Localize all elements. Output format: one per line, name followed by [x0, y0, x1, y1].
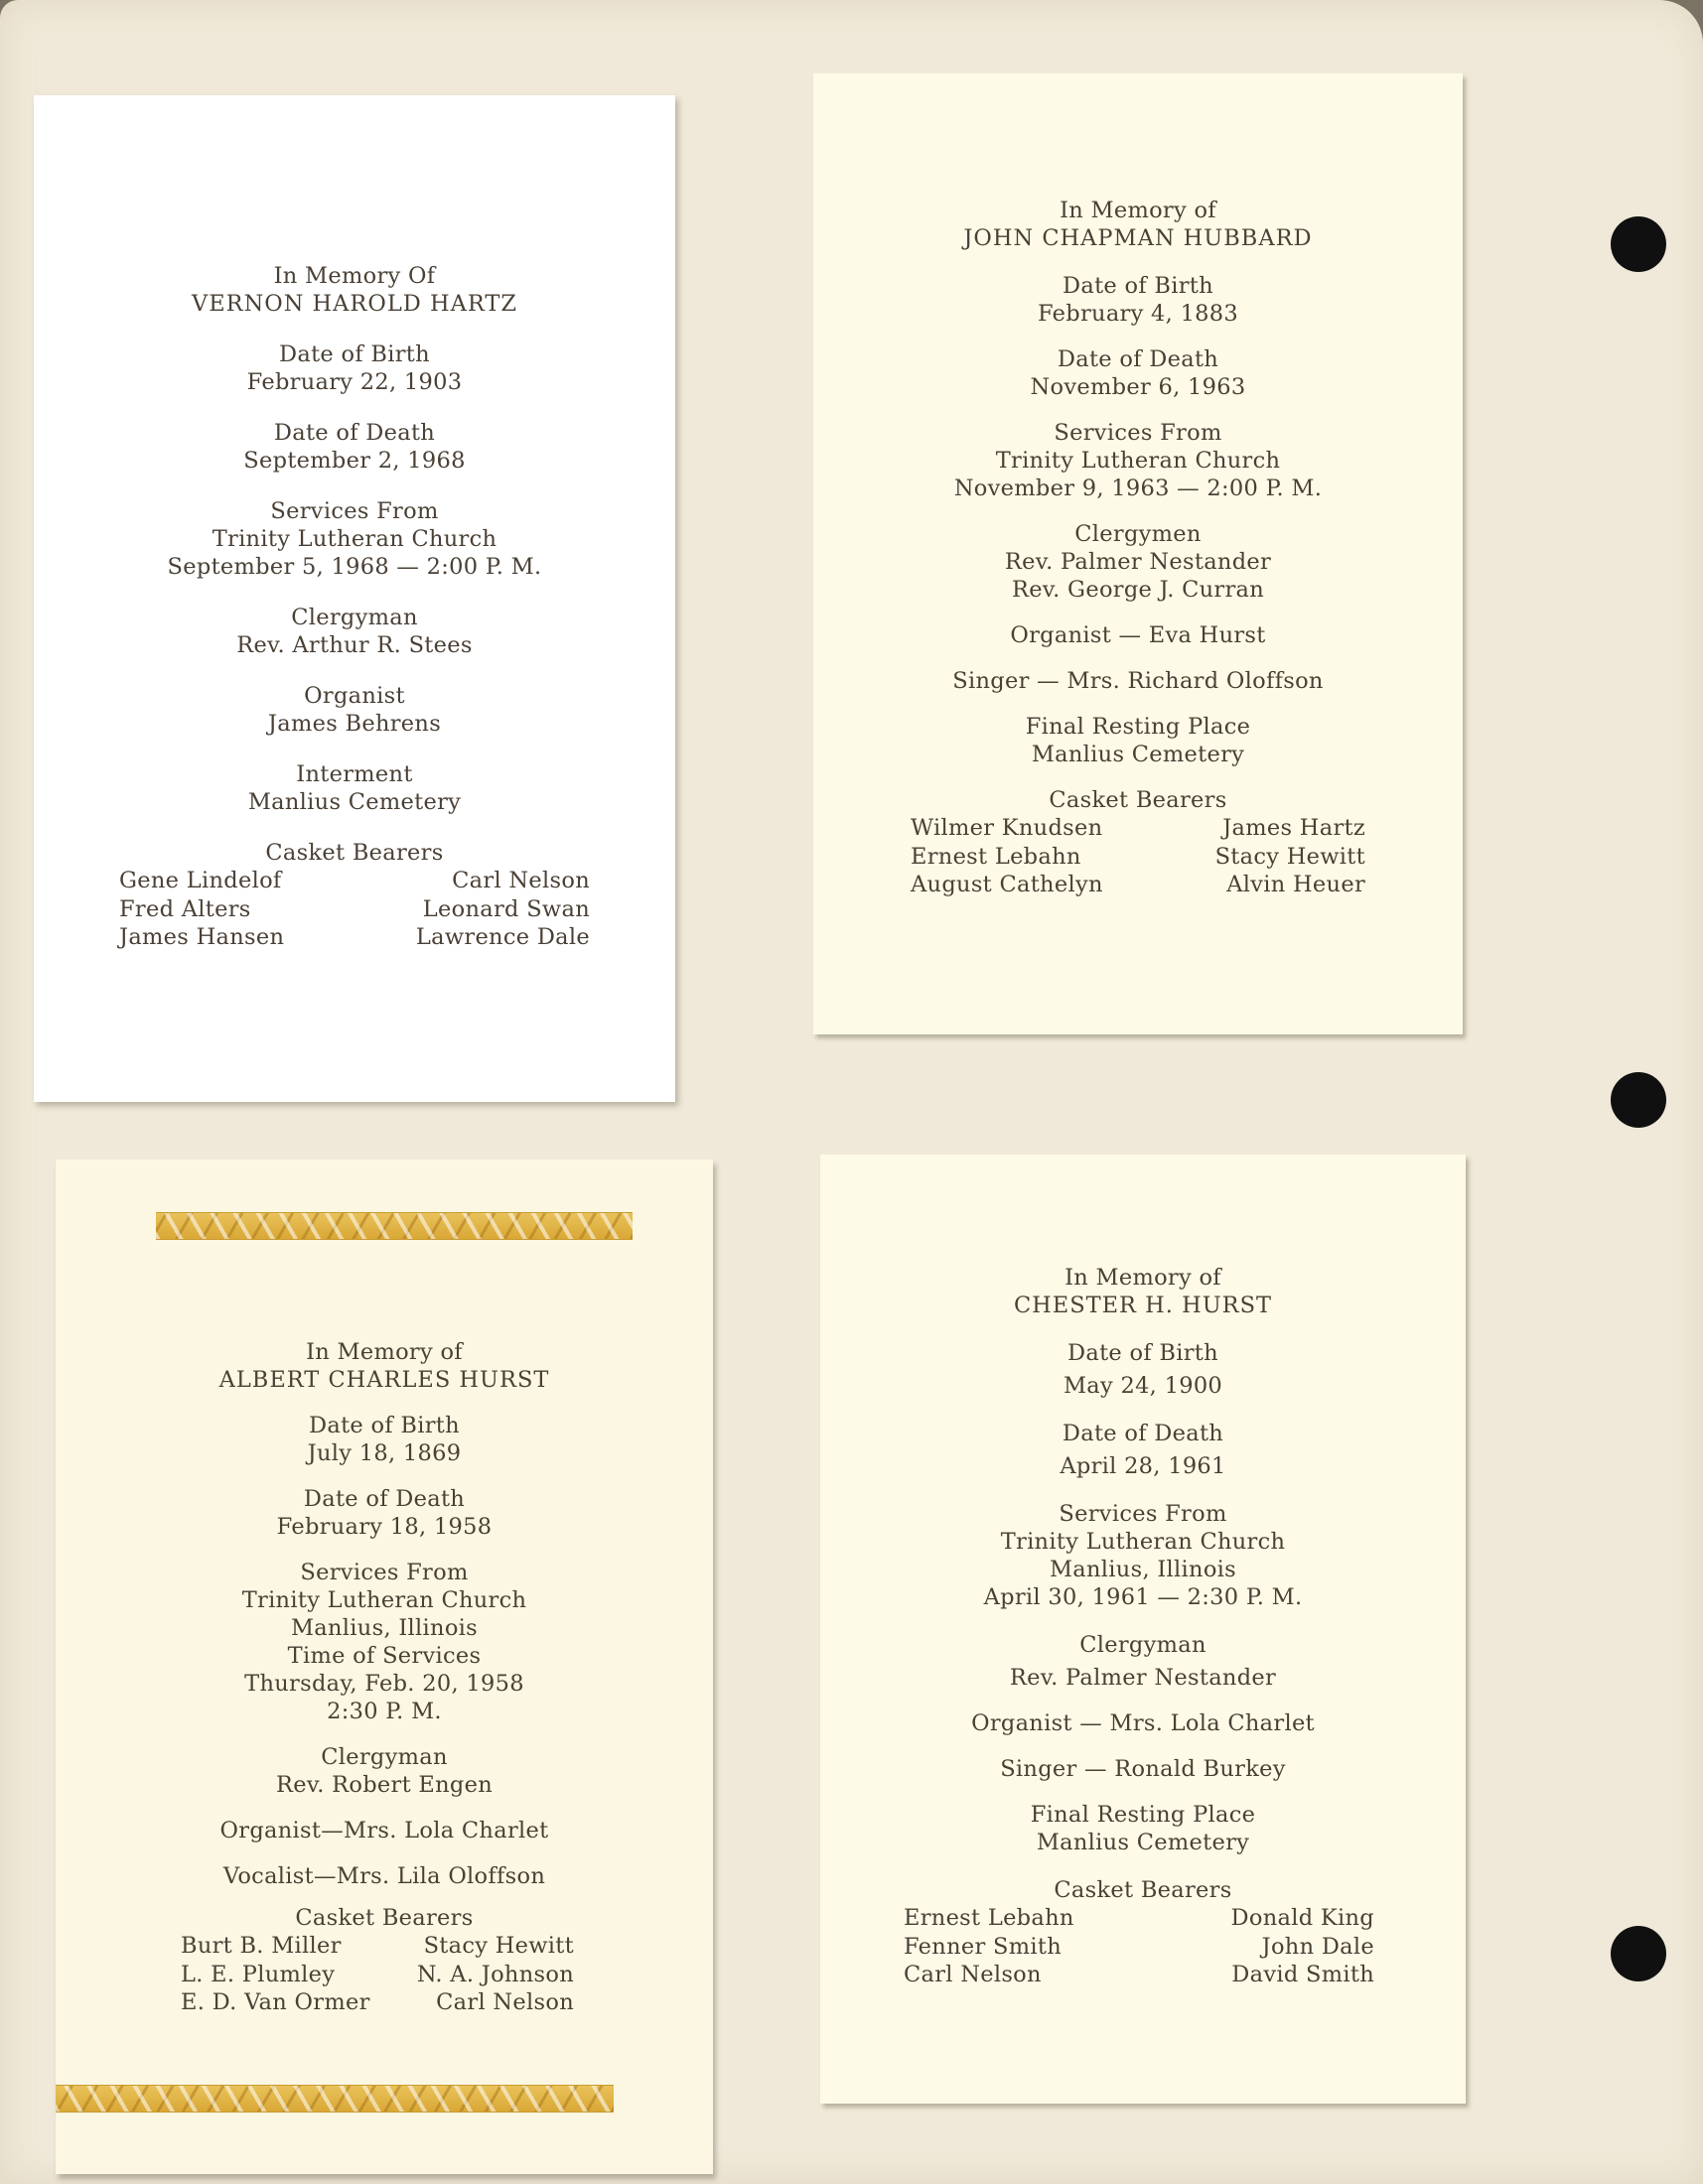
- casket-bearers-list: [813, 814, 1463, 899]
- bearers-row: [911, 843, 1365, 872]
- memorial-card-vernon-hartz: [34, 95, 675, 1102]
- clergy-name: Rev. Robert Engen: [276, 1772, 493, 1798]
- clergy-name: Rev. Palmer Nestander: [1004, 549, 1272, 575]
- church-name: Trinity Lutheran Church: [212, 526, 497, 552]
- town-name: Manlius, Illinois: [290, 1615, 479, 1641]
- organist-line: Organist—Mrs. Lola Charlet: [219, 1818, 549, 1843]
- bearers-row: [119, 867, 590, 895]
- organist-line: Organist — Mrs. Lola Charlet: [971, 1710, 1315, 1736]
- bearers-row: [181, 1988, 574, 2017]
- death-date: September 2, 1968: [243, 448, 466, 474]
- birth-label: Date of Birth: [1067, 1340, 1218, 1366]
- bearers-row: [119, 895, 590, 924]
- services-label: Services From: [1059, 1501, 1227, 1527]
- birth-label: Date of Birth: [309, 1413, 460, 1438]
- birth-date: July 18, 1869: [307, 1440, 462, 1466]
- bearer-name: E. D. Van Ormer: [181, 1989, 370, 2015]
- bearers-label: Casket Bearers: [1054, 1877, 1232, 1903]
- bearer-name: Ernest Lebahn: [904, 1905, 1074, 1931]
- deceased-name: CHESTER H. HURST: [1013, 1293, 1273, 1318]
- death-label: Date of Death: [273, 420, 436, 446]
- bearer-name: Stacy Hewitt: [1214, 843, 1365, 870]
- casket-bearers-list: [34, 867, 675, 952]
- bearer-name: James Hansen: [119, 924, 285, 950]
- memorial-card-albert-hurst: [56, 1160, 713, 2174]
- bearer-name: Carl Nelson: [904, 1962, 1042, 1987]
- memorial-card-john-hubbard: [813, 73, 1463, 1034]
- bearers-label: Casket Bearers: [265, 840, 444, 866]
- bearers-row: [911, 871, 1365, 899]
- services-datetime: April 30, 1961 — 2:30 P. M.: [983, 1584, 1303, 1610]
- birth-date: February 4, 1883: [1037, 301, 1239, 327]
- bearer-name: L. E. Plumley: [181, 1961, 336, 1987]
- interment-label: Interment: [296, 761, 413, 787]
- clergy-name: Rev. George J. Curran: [1011, 577, 1265, 603]
- services-label: Services From: [1054, 420, 1222, 446]
- bearer-name: Stacy Hewitt: [423, 1933, 574, 1959]
- bearer-name: Carl Nelson: [452, 868, 590, 893]
- vocalist-line: Vocalist—Mrs. Lila Oloffson: [222, 1863, 546, 1889]
- clergy-name: Rev. Palmer Nestander: [1009, 1665, 1277, 1691]
- organist-label: Organist: [304, 683, 405, 709]
- interment-place: Manlius Cemetery: [247, 789, 462, 815]
- death-date: April 28, 1961: [1060, 1453, 1226, 1479]
- services-datetime: November 9, 1963 — 2:00 P. M.: [953, 476, 1323, 501]
- services-datetime: September 5, 1968 — 2:00 P. M.: [167, 554, 542, 580]
- bearer-name: Burt B. Miller: [181, 1933, 342, 1959]
- services-label: Services From: [300, 1560, 469, 1585]
- bearers-row: [904, 1933, 1374, 1962]
- clergy-label: Clergyman: [291, 605, 418, 630]
- card-header: In Memory of: [1064, 1265, 1221, 1291]
- bearer-name: Lawrence Dale: [415, 924, 590, 950]
- bearer-name: Fred Alters: [119, 895, 251, 922]
- church-name: Trinity Lutheran Church: [995, 448, 1281, 474]
- organist-line: Organist — Eva Hurst: [1010, 622, 1266, 648]
- bearer-name: Ernest Lebahn: [911, 843, 1081, 870]
- clergy-label: Clergyman: [1079, 1632, 1206, 1658]
- bearer-name: James Hartz: [1222, 815, 1365, 841]
- bearer-name: John Dale: [1261, 1933, 1374, 1960]
- bearers-row: [181, 1932, 574, 1961]
- bearers-row: [119, 923, 590, 952]
- organist-name: James Behrens: [267, 711, 442, 737]
- death-label: Date of Death: [303, 1486, 466, 1512]
- resting-place: Manlius Cemetery: [1031, 742, 1245, 767]
- casket-bearers-list: [820, 1904, 1466, 1989]
- resting-place: Manlius Cemetery: [1036, 1830, 1250, 1855]
- bearer-name: Carl Nelson: [436, 1989, 574, 2015]
- service-time: 2:30 P. M.: [327, 1699, 442, 1724]
- card-header: In Memory of: [1060, 198, 1216, 223]
- services-label: Services From: [270, 498, 439, 524]
- decorative-border-bottom: [56, 2085, 614, 2113]
- death-date: November 6, 1963: [1030, 374, 1246, 400]
- punch-hole-middle: [1611, 1072, 1666, 1128]
- bearer-name: Leonard Swan: [422, 895, 590, 922]
- death-label: Date of Death: [1057, 346, 1219, 372]
- birth-date: February 22, 1903: [246, 369, 463, 395]
- church-name: Trinity Lutheran Church: [241, 1587, 527, 1613]
- resting-label: Final Resting Place: [1025, 714, 1251, 740]
- bearers-label: Casket Bearers: [1049, 787, 1227, 813]
- death-label: Date of Death: [1062, 1421, 1224, 1446]
- bearer-name: David Smith: [1231, 1962, 1374, 1987]
- bearers-row: [911, 814, 1365, 843]
- card-header: In Memory Of: [273, 263, 436, 289]
- singer-line: Singer — Ronald Burkey: [1000, 1756, 1286, 1782]
- clergy-label: Clergyman: [321, 1744, 448, 1770]
- time-label: Time of Services: [287, 1643, 482, 1669]
- clergy-name: Rev. Arthur R. Stees: [236, 632, 473, 658]
- bearers-row: [904, 1961, 1374, 1989]
- singer-line: Singer — Mrs. Richard Oloffson: [952, 668, 1324, 694]
- bearer-name: N. A. Johnson: [416, 1961, 574, 1987]
- deceased-name: JOHN CHAPMAN HUBBARD: [963, 225, 1313, 251]
- punch-hole-bottom: [1611, 1926, 1666, 1981]
- bearer-name: Gene Lindelof: [119, 868, 282, 893]
- resting-label: Final Resting Place: [1030, 1802, 1256, 1828]
- bearers-label: Casket Bearers: [295, 1905, 474, 1931]
- bearer-name: Fenner Smith: [904, 1933, 1062, 1960]
- decorative-border-top: [156, 1212, 633, 1240]
- town-name: Manlius, Illinois: [1049, 1557, 1237, 1582]
- birth-label: Date of Birth: [1063, 273, 1213, 299]
- bearer-name: August Cathelyn: [911, 872, 1103, 897]
- service-day: Thursday, Feb. 20, 1958: [244, 1671, 524, 1697]
- punch-hole-top: [1611, 216, 1666, 272]
- clergy-label: Clergymen: [1074, 521, 1202, 547]
- bearers-row: [181, 1961, 574, 1989]
- death-date: February 18, 1958: [276, 1514, 493, 1540]
- casket-bearers-list: [56, 1932, 713, 2017]
- bearer-name: Wilmer Knudsen: [911, 815, 1103, 841]
- deceased-name: VERNON HAROLD HARTZ: [191, 291, 518, 317]
- deceased-name: ALBERT CHARLES HURST: [218, 1367, 550, 1393]
- memorial-card-chester-hurst: [820, 1155, 1466, 2104]
- bearers-row: [904, 1904, 1374, 1933]
- birth-label: Date of Birth: [279, 341, 430, 367]
- bearer-name: Donald King: [1230, 1905, 1374, 1931]
- bearer-name: Alvin Heuer: [1226, 872, 1365, 897]
- card-header: In Memory of: [306, 1339, 463, 1365]
- church-name: Trinity Lutheran Church: [1000, 1529, 1286, 1555]
- birth-date: May 24, 1900: [1063, 1373, 1223, 1399]
